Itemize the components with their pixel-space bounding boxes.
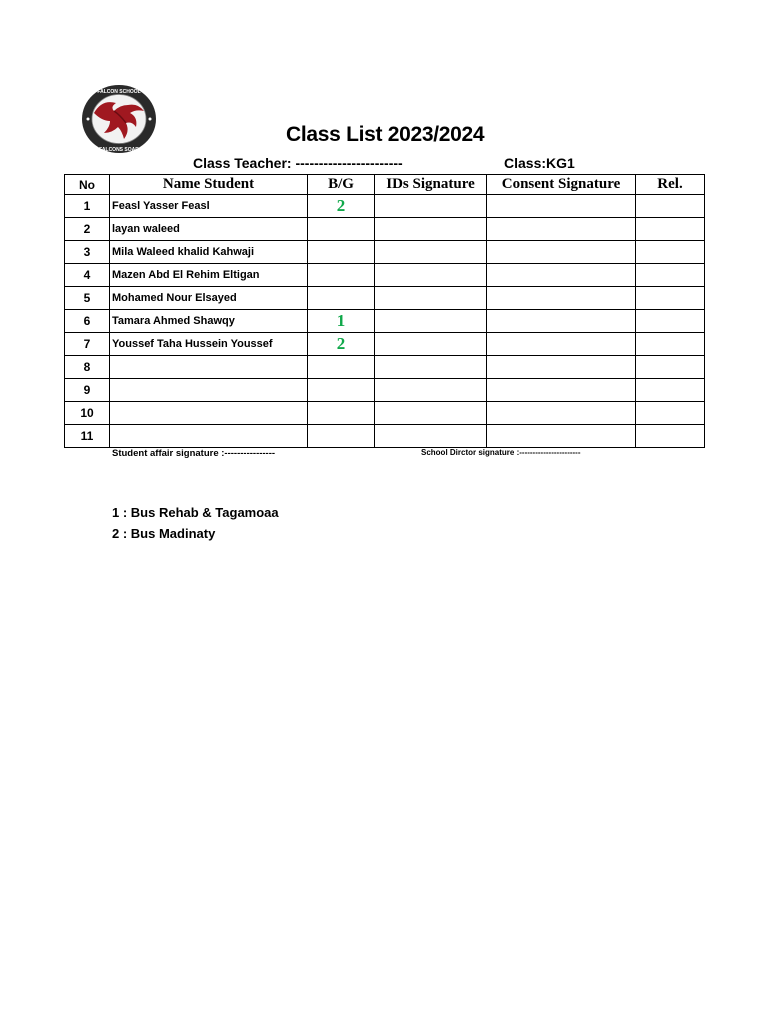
cell-consent-signature xyxy=(487,379,636,402)
cell-ids-signature xyxy=(375,218,487,241)
cell-bus-group xyxy=(308,379,375,402)
cell-consent-signature xyxy=(487,241,636,264)
cell-student-name xyxy=(110,425,308,448)
cell-ids-signature xyxy=(375,356,487,379)
column-header-consent-signature: Consent Signature xyxy=(487,175,636,195)
school-logo xyxy=(80,83,158,155)
cell-student-name: Mila Waleed khalid Kahwaji xyxy=(110,241,308,264)
cell-rel xyxy=(636,425,705,448)
cell-consent-signature xyxy=(487,218,636,241)
cell-bus-group: 2 xyxy=(308,333,375,356)
bus-legend-item: 2 : Bus Madinaty xyxy=(112,526,216,541)
cell-rel xyxy=(636,241,705,264)
cell-consent-signature xyxy=(487,310,636,333)
cell-bus-group xyxy=(308,402,375,425)
cell-consent-signature xyxy=(487,402,636,425)
table-row xyxy=(65,402,705,425)
cell-bus-group xyxy=(308,241,375,264)
cell-ids-signature xyxy=(375,402,487,425)
school-director-signature: School Dirctor signature :----------------------- xyxy=(421,448,581,457)
page-title: Class List 2023/2024 xyxy=(286,123,485,146)
cell-rel xyxy=(636,402,705,425)
cell-no: 2 xyxy=(65,218,110,241)
roster-body xyxy=(65,195,705,448)
column-header-ids-signature: IDs Signature xyxy=(375,175,487,195)
cell-no: 1 xyxy=(65,195,110,218)
column-header-rel: Rel. xyxy=(636,175,705,195)
table-row xyxy=(65,218,705,241)
cell-consent-signature xyxy=(487,356,636,379)
falcon-emblem-icon xyxy=(80,83,158,155)
cell-consent-signature xyxy=(487,425,636,448)
class-teacher-label: Class Teacher: ----------------------- xyxy=(193,155,403,171)
cell-bus-group xyxy=(308,425,375,448)
logo-top-text: FALCON SCHOOL xyxy=(97,89,141,95)
cell-no: 6 xyxy=(65,310,110,333)
cell-student-name xyxy=(110,379,308,402)
cell-no: 5 xyxy=(65,287,110,310)
cell-no: 8 xyxy=(65,356,110,379)
cell-rel xyxy=(636,264,705,287)
cell-rel xyxy=(636,333,705,356)
cell-ids-signature xyxy=(375,333,487,356)
student-affair-signature: Student affair signature :---------------- xyxy=(112,448,276,459)
bus-legend-item: 1 : Bus Rehab & Tagamoaa xyxy=(112,505,279,520)
cell-ids-signature xyxy=(375,195,487,218)
cell-rel xyxy=(636,218,705,241)
cell-student-name: Mohamed Nour Elsayed xyxy=(110,287,308,310)
cell-no: 10 xyxy=(65,402,110,425)
logo-bottom-text: FALCONS SOAR xyxy=(99,147,139,153)
column-header-bg: B/G xyxy=(308,175,375,195)
cell-rel xyxy=(636,195,705,218)
cell-consent-signature xyxy=(487,264,636,287)
class-roster-table xyxy=(64,174,705,448)
table-row xyxy=(65,425,705,448)
cell-bus-group xyxy=(308,218,375,241)
cell-ids-signature xyxy=(375,310,487,333)
cell-bus-group xyxy=(308,356,375,379)
table-row xyxy=(65,310,705,333)
column-header-no: No xyxy=(65,175,110,195)
cell-rel xyxy=(636,287,705,310)
cell-no: 11 xyxy=(65,425,110,448)
cell-student-name xyxy=(110,356,308,379)
cell-student-name: layan waleed xyxy=(110,218,308,241)
cell-no: 4 xyxy=(65,264,110,287)
table-row xyxy=(65,264,705,287)
cell-ids-signature xyxy=(375,241,487,264)
table-row xyxy=(65,333,705,356)
cell-student-name: Mazen Abd El Rehim Eltigan xyxy=(110,264,308,287)
cell-bus-group xyxy=(308,264,375,287)
column-header-name: Name Student xyxy=(110,175,308,195)
cell-ids-signature xyxy=(375,264,487,287)
class-label: Class:KG1 xyxy=(504,155,575,171)
cell-student-name xyxy=(110,402,308,425)
cell-consent-signature xyxy=(487,333,636,356)
table-header-row xyxy=(65,175,705,195)
cell-consent-signature xyxy=(487,195,636,218)
table-row xyxy=(65,356,705,379)
table-row xyxy=(65,379,705,402)
table-row xyxy=(65,195,705,218)
cell-student-name: Feasl Yasser Feasl xyxy=(110,195,308,218)
table-row xyxy=(65,241,705,264)
cell-bus-group: 2 xyxy=(308,195,375,218)
cell-no: 7 xyxy=(65,333,110,356)
cell-ids-signature xyxy=(375,425,487,448)
cell-no: 9 xyxy=(65,379,110,402)
cell-rel xyxy=(636,356,705,379)
cell-no: 3 xyxy=(65,241,110,264)
cell-bus-group xyxy=(308,287,375,310)
cell-bus-group: 1 xyxy=(308,310,375,333)
cell-rel xyxy=(636,379,705,402)
cell-student-name: Youssef Taha Hussein Youssef xyxy=(110,333,308,356)
cell-consent-signature xyxy=(487,287,636,310)
cell-rel xyxy=(636,310,705,333)
cell-ids-signature xyxy=(375,379,487,402)
cell-student-name: Tamara Ahmed Shawqy xyxy=(110,310,308,333)
cell-ids-signature xyxy=(375,287,487,310)
table-row xyxy=(65,287,705,310)
